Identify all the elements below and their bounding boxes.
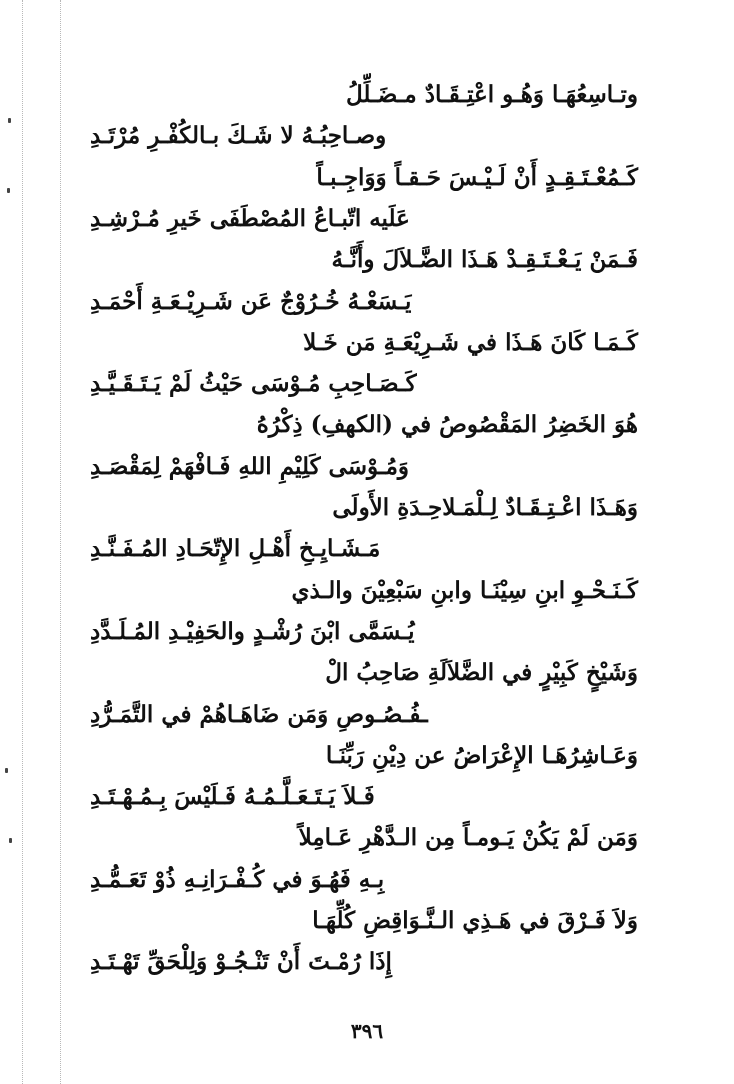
verse-first-hemistich: وَمَن لَمْ يَكُنْ يَـومـاً مِن الـدَّهْرِ عَـامِلاً: [298, 824, 638, 852]
verse-second-hemistich: يَـسَعْـهُ خُـرُوْجٌ عَن شَـرِيْـعَـةِ أَحْمَـدِ: [90, 287, 412, 315]
verse-first-hemistich: فَـمَنْ يَـعْـتَـقِـدْ هَـذَا الضَّـلاَلَ وأَنَّـهُ: [331, 246, 638, 274]
verse-second-hemistich: إِذَا رُمْـتَ أَنْ تَنْـجُـوْ وَلِلْحَقِّ تَهْـتَـدِ: [90, 948, 392, 976]
verse-second-hemistich: عَلَيه اتّبـاعُ المُصْطَفَى خَيرِ مُـرْشِـدِ: [90, 204, 410, 232]
scan-speck: [5, 768, 8, 773]
verse-first-hemistich: وَلاَ فَـرْقَ في هَـذِي الـنَّـوَاقِضِ كُلِّهَـا: [312, 907, 638, 934]
verse-second-hemistich: فَـلاَ يَـتَـعَـلَّـمُـهُ فَـلَيْسَ بِـمُـهْـتَـدِ: [90, 783, 375, 811]
page-number: ٣٩٦: [350, 1019, 384, 1043]
verse-first-hemistich: كَـمَـا كَانَ هَـذَا في شَـرِيْعَـةِ مَن خَـلا: [303, 328, 638, 356]
scan-speck: [7, 188, 10, 193]
verse-first-hemistich: هُوَ الخَضِرُ المَقْصُوصُ في (الكهفِ) ذِكْرُهُ: [256, 411, 638, 439]
scan-speck: [9, 838, 12, 843]
verse-first-hemistich: كَـنَـحْـوِ ابنِ سِيْنَـا وابنِ سَبْعِيْنَ والـذي: [291, 576, 638, 604]
verse-first-hemistich: وَشَيْخٍ كَبِيْرٍ في الضَّلاَلَةِ صَاحِبُ الْ: [325, 659, 638, 687]
verse-first-hemistich: وتـاسِعُهَـا وَهُـو اعْتِـقَـادٌ مـضَـلِّلُ: [345, 81, 638, 108]
verse-first-hemistich: كَـمُعْـتَـقِـدٍ أَنْ لَـيْـسَ حَـقـاً وَوَاجِـبـاً: [316, 163, 638, 191]
verse-first-hemistich: وَهَـذَا اعْـتِـقَـادٌ لِـلْمَـلاحِـدَةِ الأَولَى: [332, 494, 638, 521]
scan-speck: [8, 118, 11, 123]
scan-fold-line: [22, 0, 23, 1084]
verse-second-hemistich: وصـاحِبُـهُ لا شَـكَ بـالكُفْـرِ مُرْتَـدِ: [90, 122, 387, 150]
verse-second-hemistich: ـفُـصُـوصِ وَمَن ضَاهَـاهُمْ في التَّمَـرُّدِ: [90, 700, 428, 728]
scan-fold-line: [60, 0, 61, 1084]
verse-second-hemistich: يُـسَمَّى ابْنَ رُشْـدٍ والحَفِيْـدِ المُـلَـدَّدِ: [90, 617, 415, 645]
verse-second-hemistich: وَمُـوْسَى كَلِيْمِ اللهِ فَـافْهَمْ لِمَقْصَـدِ: [90, 452, 410, 480]
verse-second-hemistich: مَـشَـايِـخِ أَهْـلِ الإِتّحَـادِ المُـفَـنَّـدِ: [90, 535, 381, 563]
verse-second-hemistich: بِـهِ فَهُـوَ في كُـفْـرَانِـهِ ذُوْ تَعَـمُّـدِ: [90, 865, 385, 893]
verse-second-hemistich: كَـصَـاحِبِ مُـوْسَى حَيْثُ لَمْ يَـتَـقَـيَّـدِ: [90, 370, 417, 398]
verse-first-hemistich: وَعَـاشِرُهَـا الإِعْرَاضُ عن دِيْنِ رَبِّنَـا: [325, 741, 638, 769]
